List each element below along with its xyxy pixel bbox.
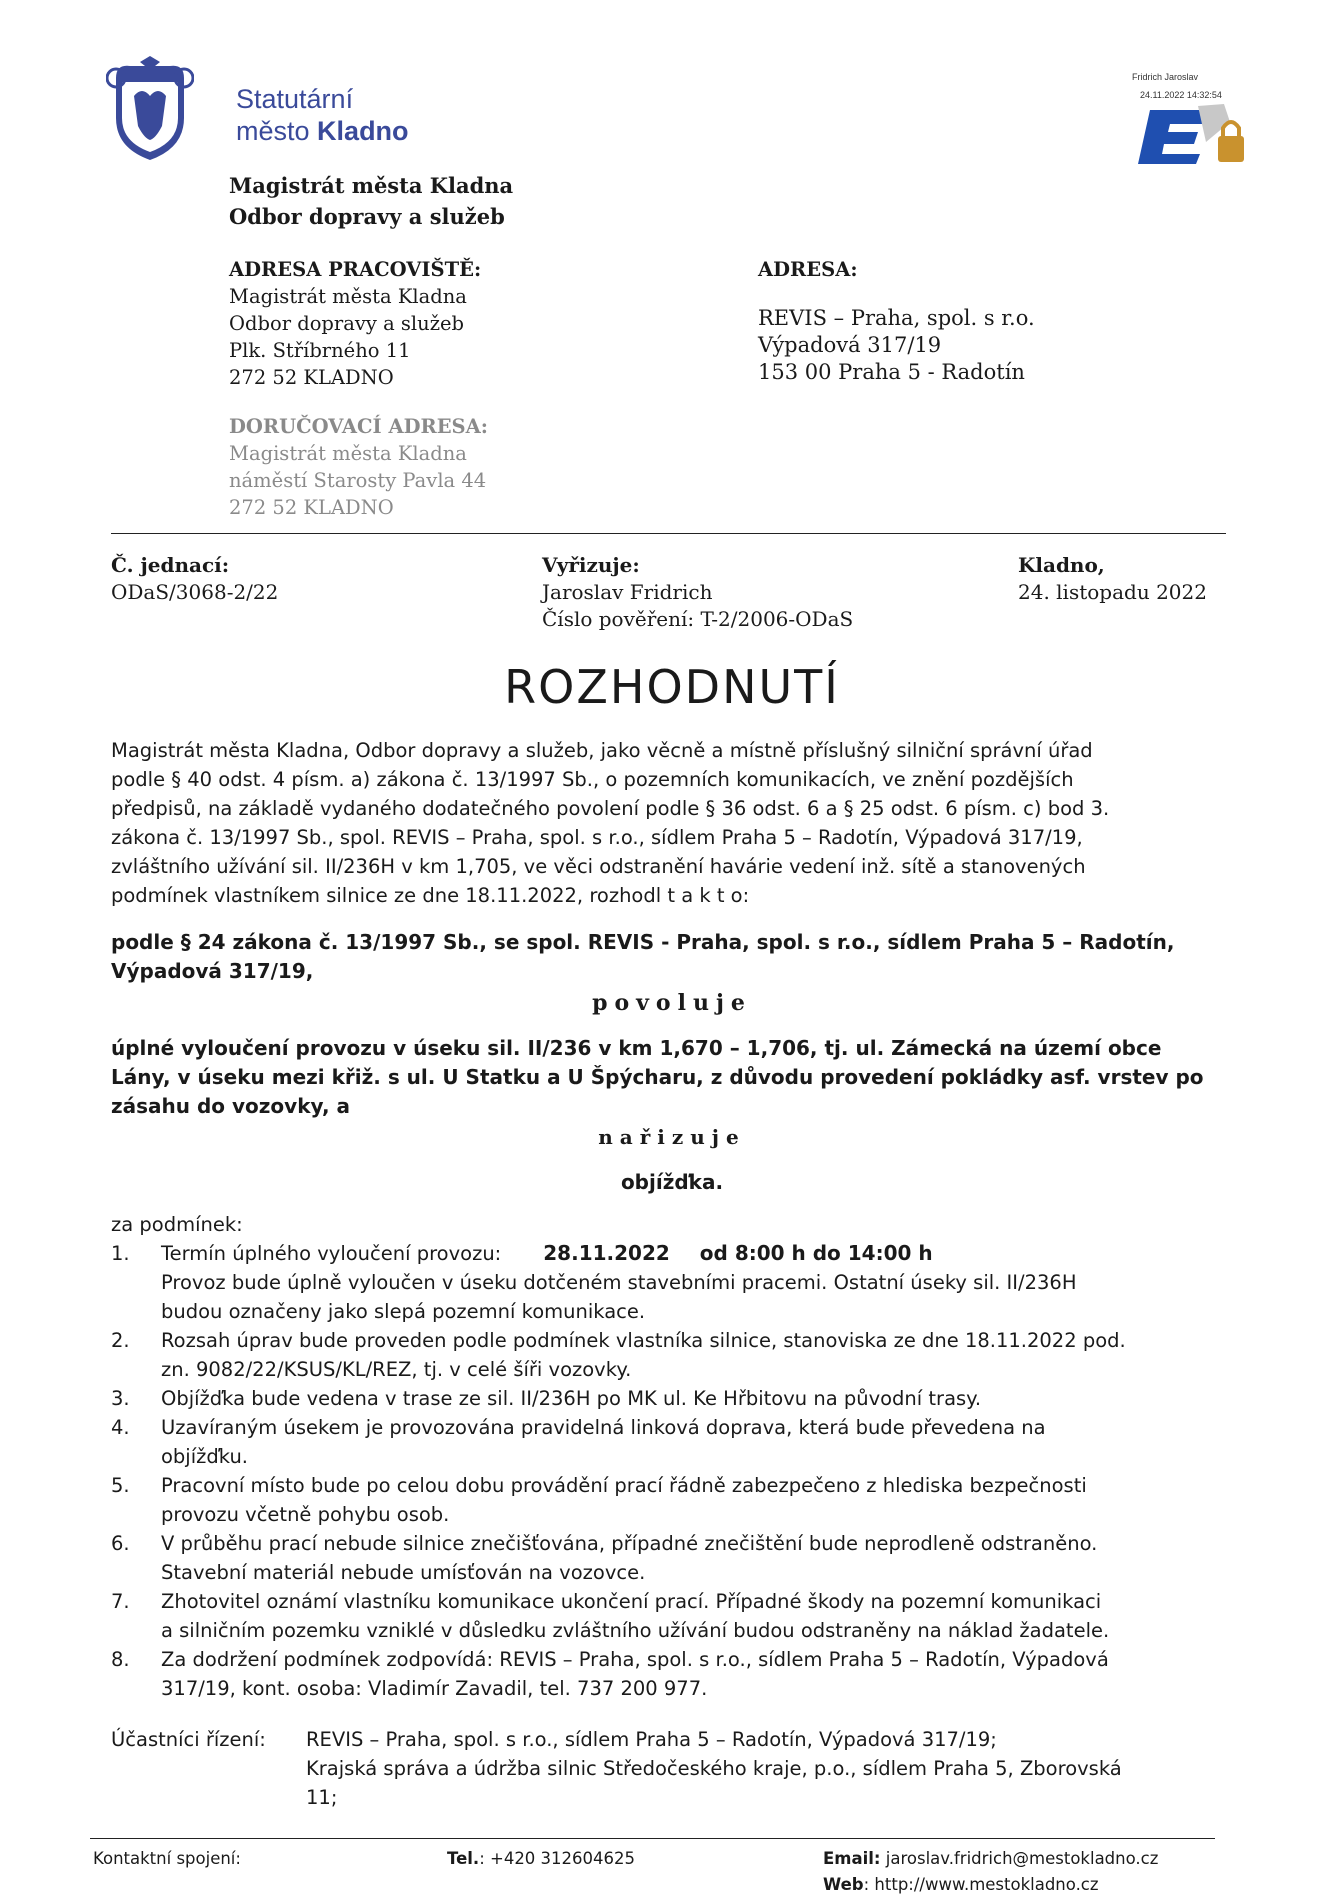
footer-email[interactable]: Email: jaroslav.fridrich@mestokladno.cz: [823, 1849, 1159, 1868]
detour-word: objížďka.: [620, 1170, 724, 1194]
footer-phone: Tel.: +420 312604625: [447, 1849, 636, 1868]
document-title: ROZHODNUTÍ: [504, 660, 840, 714]
condition-item: 5. Pracovní místo bude po celou dobu provádění prací řádně zabezpečeno z hlediska bezpečnosti provozu včetně pohybu osob.: [111, 1474, 1087, 1526]
conditions-list: [111, 1239, 1236, 1703]
intro-paragraph: Magistrát města Kladna, Odbor dopravy a služeb, jako věcně a místně příslušný silniční správní úřad podle § 40 odst. 4 písm. a) zákona č. 13/1997 Sb., o pozemních komunikacích, ve znění pozdějších předpisů, na základě vydaného dodatečného povolení podle § 36 odst. 6 a § 25 odst. 6 písm. c) bod 3. zákona č. 13/1997 Sb., spol. REVIS – Praha, spol. s r.o., sídlem Praha 5 – Radotín, Výpadová 317/19, zvláštního užívání sil. II/236H v km 1,705, ve věci odstranění havárie vedení inž. sítě a stanovených podmínek vlastníkem silnice ze dne 18.11.2022, rozhodl t a k t o:: [111, 739, 1110, 907]
workplace-address: ADRESA PRACOVIŠTĚ: Magistrát města Kladna Odbor dopravy a služeb Plk. Stříbrného 11 272 52 KLADNO: [229, 258, 482, 389]
condition-item: 7. Zhotovitel oznámí vlastníku komunikace ukončení prací. Případné škody na pozemní komunikaci a silničním pozemku vzniklé v důsledku zvláštního užívání budou odstraněny na náklad žadatele.: [111, 1590, 1110, 1642]
city-crest-logo: [106, 56, 194, 164]
conditions-intro: za podmínek:: [111, 1213, 243, 1236]
reference-number: Č. jednací: ODaS/3068-2/22: [111, 553, 279, 604]
permits-word: povoluje: [592, 990, 752, 1016]
office-name: Magistrát města Kladna Odbor dopravy a služeb: [229, 173, 514, 229]
city-name-line2: město Kladno: [236, 116, 409, 146]
header-divider: [111, 533, 1226, 534]
place-date: Kladno, 24. listopadu 2022: [1018, 553, 1207, 604]
footer-contact-label: Kontaktní spojení:: [93, 1849, 241, 1868]
condition-item: 2. Rozsah úprav bude proveden podle podmínek vlastníka silnice, stanoviska ze dne 18.11.2022 pod. zn. 9082/22/KSUS/KL/REZ, tj. v celé šíři vozovky.: [111, 1329, 1126, 1381]
decision-paragraph: podle § 24 zákona č. 13/1997 Sb., se spol. REVIS - Praha, spol. s r.o., sídlem Praha 5 – Radotín, Výpadová 317/19,: [111, 930, 1175, 983]
footer-web[interactable]: Web: http://www.mestokladno.cz: [823, 1875, 1099, 1894]
delivery-address: DORUČOVACÍ ADRESA: Magistrát města Kladna náměstí Starosty Pavla 44 272 52 KLADNO: [229, 415, 488, 519]
orders-word: nařizuje: [598, 1125, 746, 1149]
condition-item: 4. Uzavíraným úsekem je provozována pravidelná linková doprava, která bude převedena na objížďku.: [111, 1416, 1046, 1468]
recipient-address: ADRESA: REVIS – Praha, spol. s r.o. Výpadová 317/19 153 00 Praha 5 - Radotín: [758, 258, 1035, 384]
participants-label: Účastníci řízení:: [111, 1728, 266, 1751]
handler-info: Vyřizuje: Jaroslav Fridrich Číslo pověření: T-2/2006-ODaS: [542, 553, 854, 631]
condition-item: 1. Termín úplného vyloučení provozu: 28.11.2022 od 8:00 h do 14:00 h Provoz bude úplně vyloučen v úseku dotčeném stavebními pracemi. Ostatní úseky sil. II/236H budou označeny jako slepá pozemní komunikace.: [111, 1241, 1077, 1323]
condition-item: 3. Objížďka bude vedena v trase ze sil. II/236H po MK ul. Ke Hřbitovu na původní trasy.: [111, 1387, 982, 1410]
participants-list: REVIS – Praha, spol. s r.o., sídlem Praha 5 – Radotín, Výpadová 317/19; Krajská správa a údržba silnic Středočeského kraje, p.o., sídlem Praha 5, Zborovská 11;: [306, 1728, 1122, 1809]
stamp-datetime: 24.11.2022 14:32:54: [1140, 90, 1222, 100]
permit-paragraph: úplné vyloučení provozu v úseku sil. II/236 v km 1,670 – 1,706, tj. ul. Zámecká na území obce Lány, v úseku mezi křiž. s ul. U Statku a U Špýcharu, z důvodu provedení pokládky asf. vrstev po zásahu do vozovky, a: [111, 1036, 1204, 1118]
footer-divider: [90, 1838, 1215, 1839]
e-signature-seal-icon: [1130, 102, 1252, 166]
condition-item: 8. Za dodržení podmínek zodpovídá: REVIS – Praha, spol. s r.o., sídlem Praha 5 – Radotín, Výpadová 317/19, kont. osoba: Vladimír Zavadil, tel. 737 200 977.: [111, 1648, 1109, 1700]
stamp-signer: Fridrich Jaroslav: [1132, 72, 1199, 82]
city-name-line1: Statutární: [236, 84, 354, 114]
condition-item: 6. V průběhu prací nebude silnice znečišťována, případné znečištění bude neprodleně odstraněno. Stavební materiál nebude umísťován na vozovce.: [111, 1532, 1098, 1584]
